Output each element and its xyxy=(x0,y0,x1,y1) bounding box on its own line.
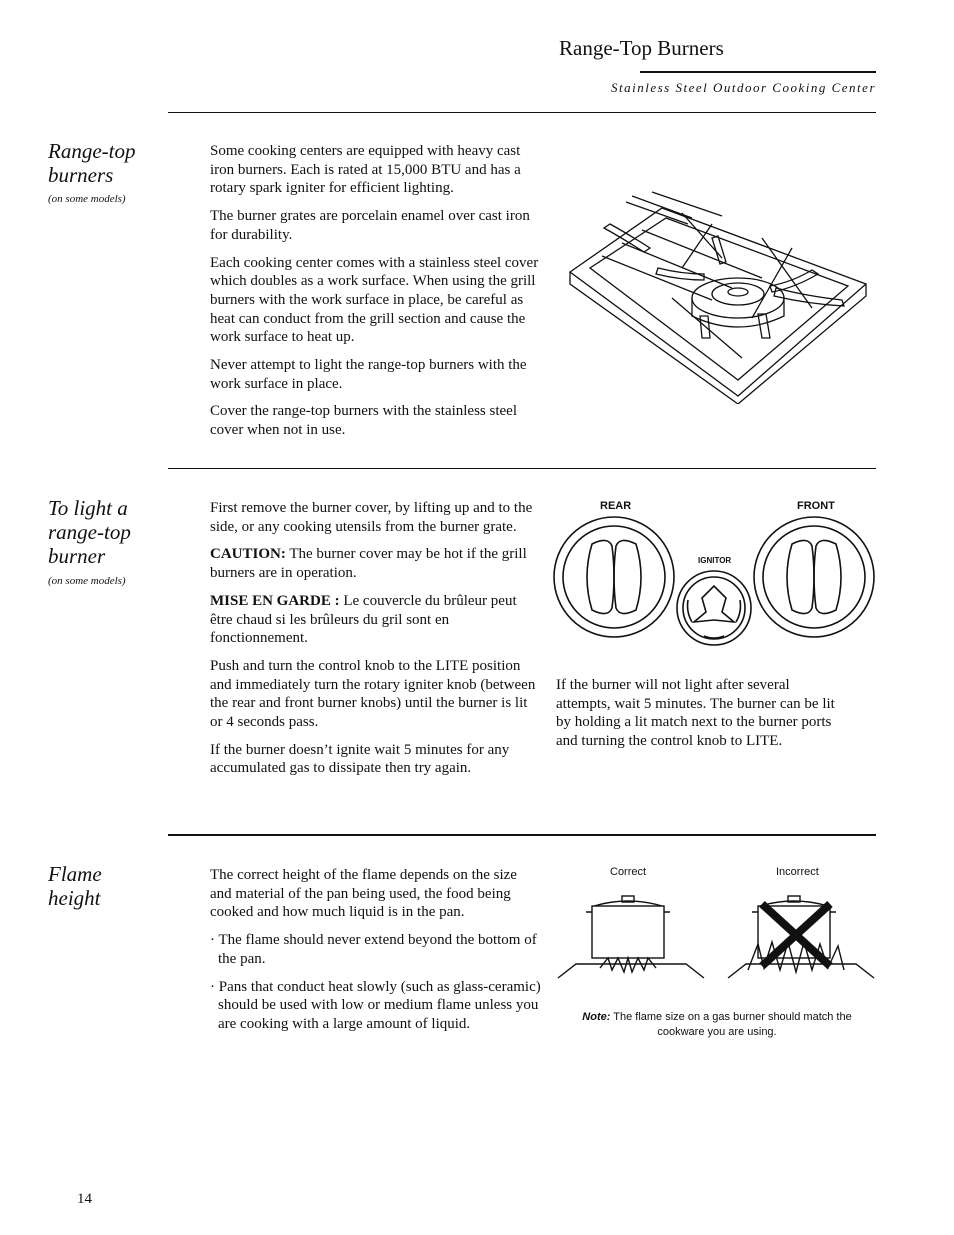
bullet-item: · Pans that conduct heat slowly (such as glass-ceramic) should be used with low or medium flame unless you are cooking with a large amount of liquid. xyxy=(210,978,541,1032)
page-title: Range-Top Burners xyxy=(559,36,724,60)
section-body-flame-height xyxy=(210,866,542,1043)
section-divider xyxy=(168,834,876,836)
flame-note xyxy=(572,1010,862,1040)
mise-en-garde-paragraph xyxy=(210,592,542,648)
section-title-to-light: To light a range-top burner xyxy=(48,496,131,568)
note-text: The flame size on a gas burner should match the cookware you are using. xyxy=(610,1011,852,1038)
flame-height-illustration xyxy=(556,892,880,984)
section-divider xyxy=(168,468,876,469)
correct-label: Correct xyxy=(610,866,647,878)
bullet-item: · The flame should never extend beyond the bottom of the pan. xyxy=(210,932,537,967)
section-note: (on some models) xyxy=(48,575,126,587)
caution-text: The burner cover may be hot if the grill burners are in operation. xyxy=(210,546,527,582)
paragraph: The correct height of the flame depends on the size and material of the pan being used, the food being cooked and how much liquid is in the pan. xyxy=(210,867,517,921)
paragraph: Some cooking centers are equipped with heavy cast iron burners. Each is rated at 15,000 BTU and has a rotary spark igniter for efficient lighting. xyxy=(210,143,521,197)
section-note: (on some models) xyxy=(48,193,126,205)
paragraph: Cover the range-top burners with the stainless steel cover when not in use. xyxy=(210,403,518,439)
section-title-range-top-burners: Range-top burners xyxy=(48,139,136,187)
front-knob-label: FRONT xyxy=(797,500,835,512)
igniter-knob-label: IGNITOR xyxy=(698,556,732,565)
paragraph: Push and turn the control knob to the LITE position and immediately turn the rotary igniter knob (between the rear and front burner knobs) until the burner is lit or 4 seconds pass. xyxy=(210,657,536,731)
caution-label: CAUTION: xyxy=(210,546,286,563)
page-subtitle: Stainless Steel Outdoor Cooking Center xyxy=(611,80,876,95)
section-title-flame-height: Flame height xyxy=(48,862,102,910)
paragraph: The burner grates are porcelain enamel over cast iron for durability. xyxy=(210,208,530,243)
light-failure-text: If the burner will not light after several attempts, wait 5 minutes. The burner can be lit by holding a lit match next to the burner ports and turning the control knob to LITE. xyxy=(556,677,835,750)
section-body-to-light xyxy=(210,499,542,787)
note-label: Note: xyxy=(582,1011,611,1023)
incorrect-label: Incorrect xyxy=(776,866,819,878)
caution-paragraph xyxy=(210,545,542,582)
burner-grate-illustration xyxy=(562,188,874,404)
mise-en-garde-label: MISE EN GARDE : xyxy=(210,592,340,609)
paragraph: Never attempt to light the range-top burners with the work surface in place. xyxy=(210,357,527,392)
paragraph: First remove the burner cover, by lifting up and to the side, or any cooking utensils from the burner grate. xyxy=(210,500,533,535)
control-knobs-illustration xyxy=(552,512,878,646)
section-body-range-top-burners xyxy=(210,142,542,449)
section-divider xyxy=(168,112,876,113)
header-rule xyxy=(640,71,876,73)
page-number: 14 xyxy=(77,1191,92,1207)
paragraph: Each cooking center comes with a stainless steel cover which doubles as a work surface. When using the grill burners with the work surface in place, be careful as heat can conduct from the grill section and cause the work surface to heat up. xyxy=(210,254,539,346)
rear-knob-label: REAR xyxy=(600,500,632,512)
mise-en-garde-text: Le couvercle du brûleur peut être chaud si les brûleurs du gril sont en fonctionnement. xyxy=(210,592,517,647)
paragraph: If the burner doesn’t ignite wait 5 minutes for any accumulated gas to dissipate then try again. xyxy=(210,741,510,777)
